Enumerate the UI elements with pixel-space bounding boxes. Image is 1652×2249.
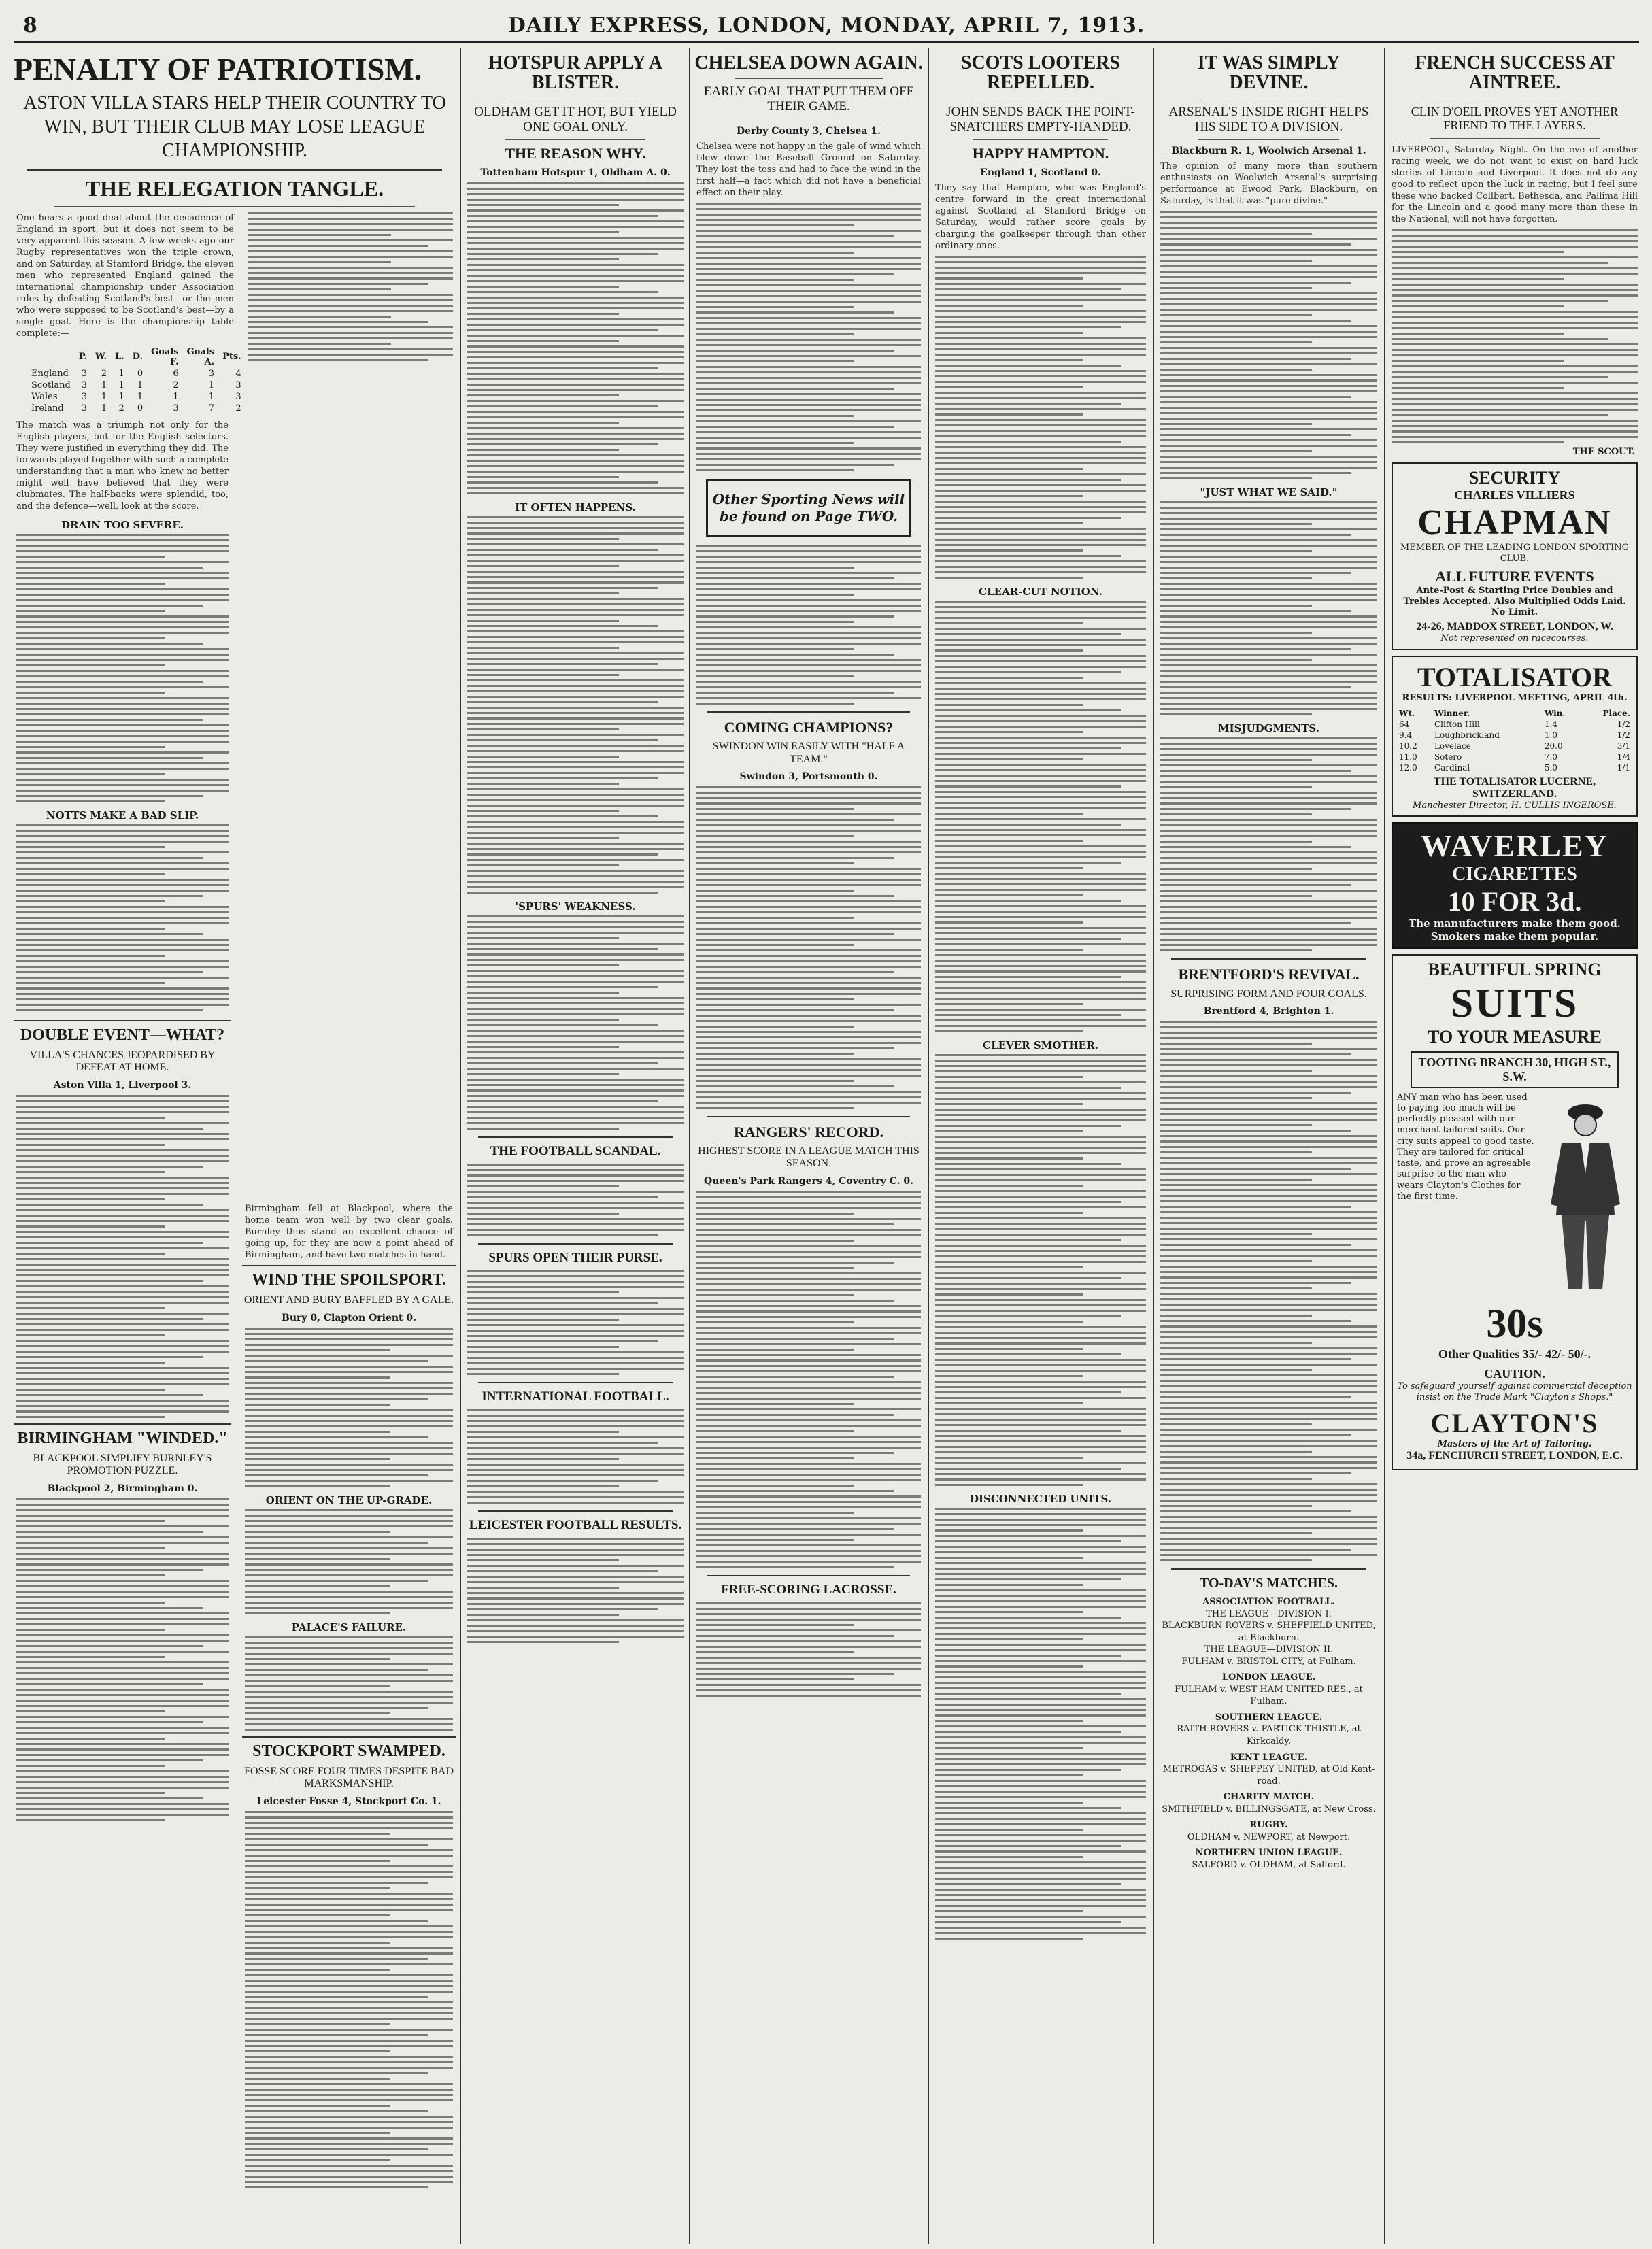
cell: 10.2 [1399, 741, 1417, 751]
cell: Wales [31, 391, 58, 402]
subhead: NOTTS MAKE A BAD SLIP. [46, 809, 199, 822]
divider [478, 1510, 673, 1512]
headline-international-football: INTERNATIONAL FOOTBALL. [482, 1389, 669, 1404]
deck-villa-chances: VILLA'S CHANCES JEOPARDISED BY DEFEAT AT HOME. [29, 1049, 216, 1074]
cell: 4 [235, 368, 241, 379]
story-double-event [14, 1020, 231, 1821]
match-result: England 1, Scotland 0. [980, 167, 1101, 178]
table-header: Win. [1544, 708, 1566, 718]
table-header: P. [78, 352, 87, 362]
text-block [467, 915, 684, 1130]
ad-address: 24-26, MADDOX STREET, LONDON, W. [1416, 621, 1613, 633]
cell: 3 [81, 368, 87, 379]
divider [1198, 139, 1339, 140]
deck-orient-bury: ORIENT AND BURY BAFFLED BY A GALE. [243, 1294, 454, 1306]
column-rule [1384, 48, 1385, 2244]
cell: 1.0 [1544, 730, 1557, 740]
divider [27, 169, 442, 171]
divider [478, 1382, 673, 1383]
fixture-line: CHARITY MATCH. [1223, 1792, 1315, 1803]
table-row [27, 379, 246, 391]
page-number: 8 [23, 14, 37, 37]
headline-scots-looters: SCOTS LOOTERS REPELLED. [960, 52, 1121, 94]
ad-text: RESULTS: LIVERPOOL MEETING, APRIL 4th. [1402, 692, 1628, 703]
ad-text: Other Qualities 35/- 42/- 50/-. [1438, 1347, 1591, 1361]
ad-text: To safeguard yourself against commercial deception insist on the Trade Mark "Clayton's Shops." [1397, 1381, 1632, 1402]
subhead: CLEVER SMOTHER. [983, 1038, 1098, 1051]
text-block [696, 1191, 921, 1568]
fixture-line: SALFORD v. OLDHAM, at Salford. [1192, 1859, 1346, 1870]
column-hotspur [465, 50, 686, 2244]
cell: 1 [101, 379, 107, 390]
cell: 20.0 [1544, 741, 1563, 751]
column-rule [1153, 48, 1154, 2244]
ad-branch: TOOTING BRANCH 30, HIGH ST., S.W. [1411, 1051, 1619, 1088]
divider [1171, 958, 1366, 960]
match-result: Tottenham Hotspur 1, Oldham A. 0. [480, 167, 671, 178]
subhead: CLEAR-CUT NOTION. [979, 585, 1102, 598]
subhead: "JUST WHAT WE SAID." [1200, 486, 1338, 499]
text-block [245, 1328, 453, 1487]
totalisator-table [1397, 708, 1632, 773]
cell: 2 [235, 403, 241, 413]
text-block [1160, 1021, 1377, 1561]
text-block [245, 1636, 453, 1731]
subhead: DISCONNECTED UNITS. [970, 1492, 1111, 1505]
headline-hotspur: HOTSPUR APPLY A BLISTER. [488, 52, 663, 94]
championship-table-wrap [14, 343, 241, 1015]
text-block [248, 212, 453, 361]
ad-address: 34a, FENCHURCH STREET, LONDON, E.C. [1406, 1450, 1623, 1462]
ad-brand: WAVERLEY [1421, 828, 1608, 864]
cell: 64 [1399, 719, 1410, 729]
text-block [696, 203, 921, 471]
text-block [696, 545, 921, 705]
divider [505, 139, 645, 140]
ad-text: BEAUTIFUL SPRING [1428, 959, 1602, 979]
todays-matches [1158, 1576, 1380, 1871]
fixture-line: NORTHERN UNION LEAGUE. [1195, 1848, 1343, 1859]
fixture-line: BLACKBURN ROVERS v. SHEFFIELD UNITED, at Blackburn. [1162, 1621, 1376, 1643]
ad-waverley [1392, 822, 1638, 949]
cell: 1 [101, 391, 107, 402]
ad-price: 10 FOR 3d. [1447, 886, 1582, 917]
ad-text: The manufacturers make them good. Smokers make them popular. [1409, 917, 1621, 943]
table-header-row [27, 346, 246, 368]
deck-arsenal: ARSENAL'S INSIDE RIGHT HELPS HIS SIDE TO A DIVISION. [1168, 104, 1369, 134]
text-block [467, 516, 684, 894]
text-block [1160, 737, 1377, 951]
masthead [14, 12, 1639, 43]
deck-fosse: FOSSE SCORE FOUR TIMES DESPITE BAD MARKSMANSHIP. [244, 1765, 454, 1790]
cell: 2 [173, 379, 179, 390]
paragraph: The opinion of many more than southern enthusiasts on Woolwich Arsenal's surprising performance at Ewood Park, Blackburn, on Saturday, is that it was "pure divine." [1160, 161, 1377, 207]
subhead: IT OFTEN HAPPENS. [515, 501, 636, 513]
text-block [935, 1508, 1146, 1940]
table-header: W. [95, 352, 107, 362]
subhead: MISJUDGMENTS. [1218, 722, 1319, 735]
text-block [696, 786, 921, 1109]
cell: 1 [118, 368, 124, 379]
headline-wind-spoilsport: WIND THE SPOILSPORT. [252, 1271, 446, 1289]
cell: Ireland [31, 403, 64, 413]
text-block [467, 182, 684, 494]
table-header: Place. [1602, 708, 1630, 718]
text-block [1160, 211, 1377, 479]
cell: England [31, 368, 69, 379]
divider [54, 206, 415, 207]
deck-john-sends-back: JOHN SENDS BACK THE POINT-SNATCHERS EMPTY-HANDED. [946, 104, 1135, 134]
text-block [696, 1602, 921, 1697]
ad-text: ALL FUTURE EVENTS [1435, 567, 1594, 585]
table-header-row [1397, 708, 1632, 719]
table-row [27, 368, 246, 379]
deck-brentford: SURPRISING FORM AND FOUR GOALS. [1170, 987, 1367, 1000]
section-happy-hampton: HAPPY HAMPTON. [972, 145, 1109, 163]
headline-football-scandal: THE FOOTBALL SCANDAL. [490, 1143, 661, 1158]
fixture-line: KENT LEAGUE. [1230, 1752, 1308, 1763]
column-rule [689, 48, 690, 2244]
masthead-title: DAILY EXPRESS, LONDON, MONDAY, APRIL 7, 1913. [507, 14, 1145, 37]
divider [707, 1575, 910, 1576]
cell: 0 [137, 403, 144, 413]
match-result: Brentford 4, Brighton 1. [1203, 1005, 1334, 1017]
cell: 3/1 [1617, 741, 1630, 751]
table-row [1397, 719, 1632, 730]
other-sporting-news-box: Other Sporting News will be found on Page TWO. [706, 479, 911, 537]
cell: 3 [81, 391, 87, 402]
cell: Sotero [1434, 751, 1462, 762]
cell: Clifton Hill [1434, 719, 1480, 729]
table-row [1397, 751, 1632, 762]
headline-coming-champions: COMING CHAMPIONS? [724, 719, 894, 737]
match-result: Queen's Park Rangers 4, Coventry C. 0. [704, 1175, 913, 1187]
cell: 0 [137, 368, 144, 379]
column-rule [928, 48, 929, 2244]
text-block [935, 601, 1146, 1032]
deck-oldham: OLDHAM GET IT HOT, BUT YIELD ONE GOAL ONLY. [474, 104, 677, 134]
deck-highest-score: HIGHEST SCORE IN A LEAGUE MATCH THIS SEASON. [698, 1145, 920, 1170]
table-header: Goals A. [186, 346, 215, 367]
column-scots-looters [932, 50, 1149, 2244]
ad-text: Ante-Post & Starting Price Doubles and Trebles Accepted. Also Multiplied Odds Laid. No Limit. [1403, 585, 1626, 618]
cell: 2 [118, 403, 124, 413]
cell: 1 [208, 391, 215, 402]
ad-clayton [1392, 954, 1638, 1471]
subhead: PALACE'S FAILURE. [291, 1621, 407, 1634]
story-birmingham-winded [14, 1423, 231, 1821]
ad-text: CIGARETTES [1452, 864, 1577, 885]
fixture-line: OLDHAM v. NEWPORT, at Newport. [1187, 1831, 1351, 1842]
fixture-line: RAITH ROVERS v. PARTICK THISTLE, at Kirkcaldy. [1177, 1724, 1361, 1746]
text-block [467, 1164, 684, 1236]
ad-totalisator [1392, 656, 1638, 817]
subhead: DRAIN TOO SEVERE. [61, 518, 184, 531]
cell: 1 [118, 379, 124, 390]
headline-french-success: FRENCH SUCCESS AT AINTREE. [1415, 52, 1615, 94]
lead-paragraph: One hears a good deal about the decadence of England in sport, but it does not seem to be very apparent this season. A few weeks ago our Rugby representatives won the triple crown, and on Saturday, at Stamford Bridge, the eleven men who represented England gained the international championship under Association rules by defeating Scotland's best—or the men who were supposed to be Scotland's best—by a single goal. Here is the championship table complete:— [16, 212, 234, 339]
headline-double-event: DOUBLE EVENT—WHAT? [20, 1026, 225, 1044]
headline-brentford-revival: BRENTFORD'S REVIVAL. [1178, 966, 1360, 983]
cell: 7.0 [1544, 751, 1557, 762]
column-lead-story [14, 50, 456, 2244]
text-block [245, 1811, 453, 2188]
subhead: ORIENT ON THE UP-GRADE. [265, 1493, 433, 1506]
cell: 1/4 [1617, 751, 1630, 762]
text-block [467, 1538, 684, 1643]
cell: 9.4 [1399, 730, 1413, 740]
divider [1171, 1568, 1366, 1570]
table-header: Winner. [1434, 708, 1470, 718]
paragraph: LIVERPOOL, Saturday Night. On the eve of another racing week, we do not want to exist on hard luck stories of Lincoln and Liverpool. It does not do any good to reflect upon the luck in racing, but I feel sure these who backed Collbert, Bethesda, and Pallima Hill for the Lincoln and a good many more than these in the National, will not have forgotten. [1392, 145, 1638, 225]
fixture-line: RUGBY. [1249, 1820, 1288, 1831]
match-result: Leicester Fosse 4, Stockport Co. 1. [256, 1795, 441, 1807]
cell: 1 [101, 403, 107, 413]
divider [478, 1136, 673, 1138]
fixture-line: SMITHFIELD v. BILLINGSGATE, at New Cross. [1162, 1804, 1376, 1814]
fixtures-title: TO-DAY'S MATCHES. [1199, 1575, 1338, 1591]
cell: 11.0 [1399, 751, 1417, 762]
table-row [1397, 741, 1632, 751]
cell: 3 [81, 403, 87, 413]
match-result: Swindon 3, Portsmouth 0. [739, 771, 878, 782]
fixture-line: FULHAM v. WEST HAM UNITED RES., at Fulham. [1175, 1684, 1363, 1707]
ad-text: CHARLES VILLIERS [1454, 488, 1575, 503]
column-rule [460, 48, 461, 2244]
match-result: Blackburn R. 1, Woolwich Arsenal 1. [1171, 146, 1366, 157]
headline-penalty-of-patriotism: PENALTY OF PATRIOTISM. [14, 52, 422, 86]
cell: 1 [137, 379, 144, 390]
column-racing-ads [1389, 50, 1640, 2244]
text-block [16, 1498, 229, 1821]
cell: 6 [173, 368, 179, 379]
fixture-line: THE LEAGUE—DIVISION I. [1206, 1608, 1332, 1619]
text-block [245, 1509, 453, 1614]
paragraph: The match was a triumph not only for the English players, but for the English selectors. They were justified in everything they did. The forwards played together with such a complete understanding that a man who knew no better might well have believed that they were clubmates. The half-backs were splendid, too, and the defence—well, look at the score. [16, 420, 229, 511]
ad-text: MEMBER OF THE LEADING LONDON SPORTING CLUB. [1400, 543, 1630, 564]
headline-rangers-record: RANGERS' RECORD. [733, 1123, 884, 1140]
cell: 2 [101, 368, 107, 379]
ad-text: TO YOUR MEASURE [1428, 1026, 1602, 1047]
cell: Scotland [31, 379, 71, 390]
fixture-line: LONDON LEAGUE. [1221, 1672, 1316, 1683]
cell: Lovelace [1434, 741, 1471, 751]
table-header: Goals F. [151, 346, 179, 367]
cell: 1.4 [1544, 719, 1557, 729]
cell: 1 [173, 391, 179, 402]
ad-chapman [1392, 462, 1638, 650]
cell: 3 [173, 403, 179, 413]
ad-text: Not represented on racecourses. [1440, 633, 1589, 644]
match-result: Derby County 3, Chelsea 1. [737, 126, 881, 137]
fixture-line: METROGAS v. SHEPPEY UNITED, at Old Kent-road. [1162, 1764, 1375, 1787]
text-block [467, 1270, 684, 1375]
divider [1430, 138, 1600, 139]
cell: 1 [137, 391, 144, 402]
lead-right-column [245, 212, 456, 365]
ad-brand: TOTALISATOR [1417, 661, 1613, 692]
cell: 1/1 [1617, 762, 1630, 773]
headline-stockport-swamped: STOCKPORT SWAMPED. [252, 1742, 445, 1760]
headline-birmingham-winded: BIRMINGHAM "WINDED." [17, 1429, 228, 1447]
cell: 1 [118, 391, 124, 402]
story-wind-the-spoilsport [242, 1203, 456, 2192]
cell: 3 [81, 379, 87, 390]
match-result: Blackpool 2, Birmingham 0. [47, 1483, 198, 1494]
ad-price: 30s [1486, 1300, 1543, 1346]
table-row [27, 391, 246, 403]
ad-text: Manchester Director, H. CULLIS INGEROSE. [1413, 800, 1617, 811]
section-relegation-tangle: THE RELEGATION TANGLE. [85, 176, 384, 201]
deck-early-goal: EARLY GOAL THAT PUT THEM OFF THEIR GAME. [703, 84, 914, 114]
ad-brand: CHAPMAN [1417, 503, 1612, 543]
section-reason-why: THE REASON WHY. [505, 145, 646, 163]
match-result: Aston Villa 1, Liverpool 3. [53, 1079, 192, 1091]
column-simply-devine [1158, 50, 1380, 2244]
ad-text: SECURITY [1468, 468, 1561, 488]
deck-swindon: SWINDON WIN EASILY WITH "HALF A TEAM." [712, 741, 905, 765]
column-chelsea [694, 50, 924, 2244]
divider [242, 1265, 456, 1731]
divider [973, 139, 1108, 140]
fixture-line: ASSOCIATION FOOTBALL. [1202, 1596, 1335, 1607]
story-stockport-swamped [242, 1736, 456, 2188]
ad-text: ANY man who has been used to paying too much will be perfectly pleased with our merchant-tailored suits. Our city suits appeal to good taste. They are tailored for critical taste, and prove an agreeable surprise to the man who wears Clayton's Clothes for the first time. [1397, 1092, 1534, 1202]
table-header: D. [132, 352, 144, 362]
paragraph: They say that Hampton, who was England's centre forward in the great international against Scotland at Stamford Bridge on Saturday, would rather score goals by charging the goalkeeper through than other ordinary ones. [935, 182, 1146, 251]
paragraph: Birmingham fell at Blackpool, where the home team won well by two clear goals. Burnley thus stand an excellent chance of going up, for they are now a point ahead of Birmingham, and have two matches in hand. [245, 1204, 453, 1260]
text-block [1392, 229, 1638, 443]
cell: 3 [208, 368, 215, 379]
cell: 3 [235, 391, 241, 402]
table-header: Pts. [222, 352, 241, 362]
match-result: Bury 0, Clapton Orient 0. [282, 1312, 416, 1323]
table-row [27, 403, 246, 414]
ad-text: Masters of the Art of Tailoring. [1437, 1439, 1592, 1450]
ad-brand: CLAYTON'S [1430, 1408, 1599, 1439]
text-block [16, 534, 229, 802]
deck-blackpool: BLACKPOOL SIMPLIFY BURNLEY'S PROMOTION PUZZLE. [33, 1453, 212, 1477]
text-block [16, 1095, 229, 1418]
byline: THE SCOUT. [1572, 447, 1635, 458]
paragraph: Chelsea were not happy in the gale of wind which blew down the Baseball Ground on Saturday. They lost the toss and had to face the wind in the first half—a fact which did not have a beneficial effect on their play. [696, 141, 921, 199]
divider [707, 1116, 910, 1117]
table-header: Wt. [1399, 708, 1415, 718]
fixture-line: SOUTHERN LEAGUE. [1215, 1712, 1323, 1723]
cell: 12.0 [1399, 762, 1417, 773]
headline-spurs-purse: SPURS OPEN THEIR PURSE. [488, 1250, 662, 1265]
table-row [1397, 762, 1632, 773]
table-header: L. [115, 352, 124, 362]
text-block [935, 1054, 1146, 1486]
cell: Loughbrickland [1434, 730, 1500, 740]
headline-leicester-results: LEICESTER FOOTBALL RESULTS. [469, 1518, 682, 1533]
table-row [1397, 730, 1632, 741]
cell: Cardinal [1434, 762, 1470, 773]
subhead: 'SPURS' WEAKNESS. [515, 900, 636, 913]
divider [478, 1243, 673, 1245]
ad-text: THE TOTALISATOR LUCERNE, SWITZERLAND. [1433, 775, 1596, 800]
fixture-line: THE LEAGUE—DIVISION II. [1204, 1644, 1334, 1655]
table-header [27, 346, 75, 368]
cell: 1 [208, 379, 215, 390]
text-block [935, 256, 1146, 579]
cell: 1/2 [1617, 730, 1630, 740]
divider [735, 78, 883, 79]
ad-headline: SUITS [1450, 980, 1579, 1026]
text-block [16, 824, 229, 1011]
headline-simply-devine: IT WAS SIMPLY DEVINE. [1197, 52, 1341, 94]
cell: 1/2 [1617, 719, 1630, 729]
deck-clin-doeil: CLIN D'OEIL PROVES YET ANOTHER FRIEND TO THE LAYERS. [1411, 104, 1619, 133]
cell: 7 [208, 403, 215, 413]
cell: 5.0 [1544, 762, 1557, 773]
text-block [467, 1409, 684, 1504]
divider [707, 711, 910, 713]
cell: 3 [235, 379, 241, 390]
headline-chelsea-down: CHELSEA DOWN AGAIN. [694, 52, 923, 73]
fixture-line: FULHAM v. BRISTOL CITY, at Fulham. [1181, 1656, 1356, 1667]
ad-text: CAUTION. [1484, 1366, 1545, 1381]
suited-man-illustration [1541, 1092, 1630, 1296]
deck-aston-villa: ASTON VILLA STARS HELP THEIR COUNTRY TO WIN, BUT THEIR CLUB MAY LOSE LEAGUE CHAMPIONSHIP. [23, 92, 446, 162]
headline-free-scoring-lacrosse: FREE-SCORING LACROSSE. [721, 1582, 896, 1597]
text-block [1160, 501, 1377, 715]
championship-table [27, 346, 246, 414]
